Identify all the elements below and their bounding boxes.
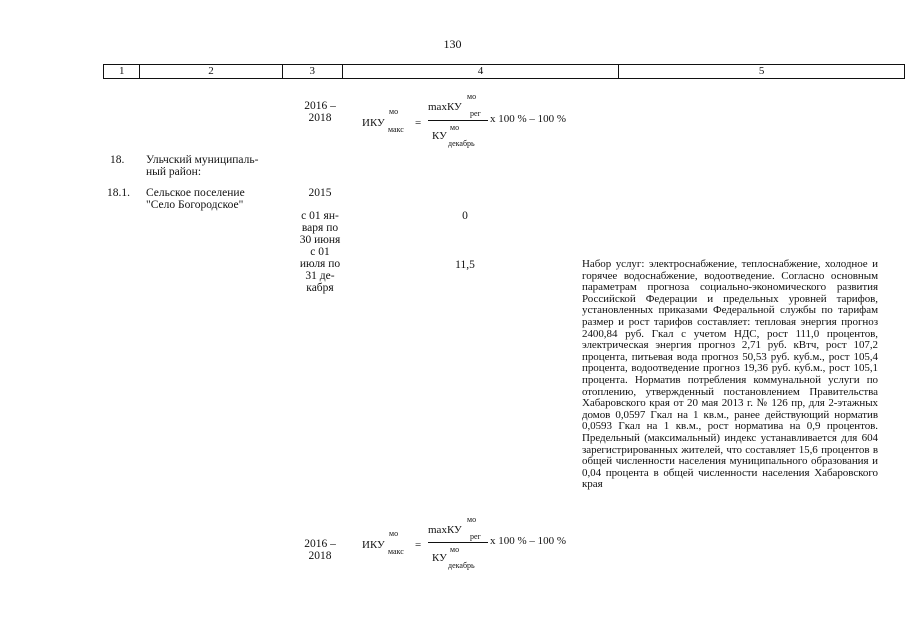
row-18-name: Ульчский муниципаль- ный район: [146,154,259,178]
value-second-half: 11,5 [455,259,475,271]
formula-lhs: ИКУ [362,117,385,129]
col-header-5: 5 [619,65,905,79]
formula-equals: = [415,539,422,551]
formula-den-sup: мо [450,545,460,554]
period-second-half: с 01 июля по 31 де- кабря [299,246,341,294]
period-2016-2018-top: 2016 – 2018 [304,100,336,124]
formula-top [362,93,592,153]
period-first-half: с 01 ян- варя по 30 июня [299,210,341,246]
column-header-row [103,64,905,79]
col-header-1: 1 [104,65,140,79]
formula-lhs-sub: макс [388,547,404,556]
formula-bottom [362,514,592,574]
fraction-line [428,120,488,121]
row-18-1-name: Сельское поселение "Село Богородское" [146,187,245,211]
formula-num-sub: рег [470,532,481,541]
formula-numerator: maxКУ [428,101,462,113]
formula-tail: x 100 % – 100 % [490,113,567,125]
formula-den-sup: мо [450,123,460,132]
period-2016-2018-bottom: 2016 – 2018 [304,538,336,562]
formula-lhs: ИКУ [362,539,385,551]
col-header-2: 2 [140,65,282,79]
value-first-half: 0 [462,210,468,222]
year-2015: 2015 [308,187,332,199]
formula-den-sub: декабрь [448,561,475,570]
formula-tail: x 100 % – 100 % [490,535,567,547]
row-18-number: 18. [110,154,125,166]
formula-num-sub: рег [470,109,481,118]
formula-lhs-sub: макс [388,125,404,134]
formula-lhs-sup: мо [389,529,399,538]
row-18-1-number: 18.1. [107,187,130,199]
formula-equals: = [415,117,422,129]
formula-lhs-sup: мо [389,107,399,116]
formula-denominator: КУ [432,130,447,142]
formula-denominator: КУ [432,552,447,564]
fraction-line [428,542,488,543]
col-header-4: 4 [342,65,618,79]
formula-num-sup: мо [467,92,477,101]
page-number: 130 [443,37,462,51]
services-description: Набор услуг: электроснабжение, теплоснабжение, холодное и горячее водоснабжение, водоотведение. Согласно основным параметрам прогноза социально-экономического развития Российской Федерации и предельных уровней тарифов, установленных приказами Федеральной службы по тарифам размер и рост тарифов составляет: тепловая энергия прогноз 2400,84 руб. Гкал с учетом НДС, рост 111,0 процентов, электрическая энергия прогноз 2,71 руб. кВтч, рост 107,2 процента, питьевая вода прогноз 50,53 руб. куб.м., рост 105,4 процента, водоотведение прогноз 19,36 руб. куб.м., рост 105,1 процента. Норматив потребления коммунальной услуги по отоплению, утвержденный постановлением Правительства Хабаровского края от 20 мая 2013 г. № 126 пр, для 2-этажных домов 0,0597 Гкал на 1 кв.м., ранее действующий норматив 0,0593 Гкал на 1 кв.м., рост норматива на 0,9 процентов. Предельный (максимальный) индекс устанавливается для 604 зарегистрированных жителей, что составляет 15,6 процентов в общей численности населения муниципального образования и 0,04 процента в общей численности населения Хабаровского края [582,258,878,491]
formula-numerator: maxКУ [428,524,462,536]
col-header-3: 3 [282,65,342,79]
formula-num-sup: мо [467,515,477,524]
formula-den-sub: декабрь [448,139,475,148]
